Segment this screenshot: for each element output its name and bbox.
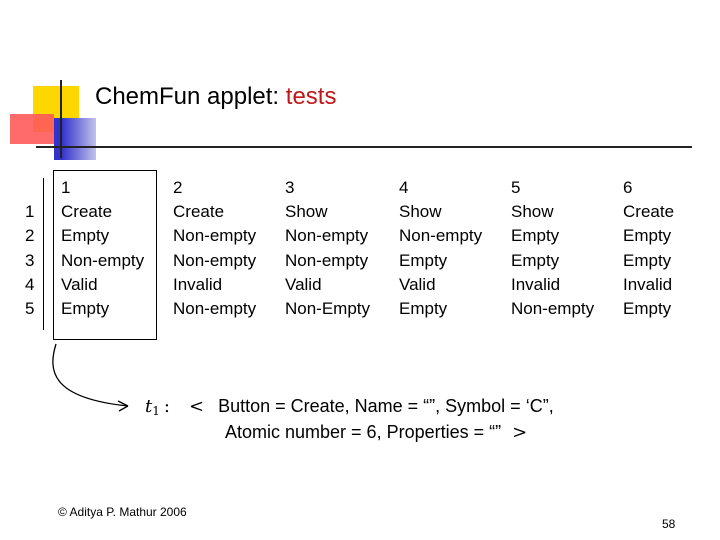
column-header: 1 bbox=[61, 178, 71, 197]
table-cell: Invalid bbox=[511, 274, 561, 294]
row-number: 5 bbox=[25, 298, 35, 318]
table-cell: Create bbox=[61, 202, 113, 222]
row-number: 1 bbox=[25, 202, 35, 222]
formula-open-bracket: < bbox=[188, 396, 205, 417]
test-column-6 bbox=[623, 176, 674, 321]
table-cell: Empty bbox=[61, 298, 110, 318]
table-cell: Non-empty bbox=[511, 298, 595, 318]
row-number: 3 bbox=[25, 250, 35, 270]
table-cell: Empty bbox=[399, 250, 448, 270]
logo-blue-fade bbox=[62, 118, 96, 160]
table-cell: Non-empty bbox=[61, 250, 145, 270]
column-header: 4 bbox=[399, 178, 409, 197]
column-header: 3 bbox=[285, 178, 295, 197]
formula-line-2-text: Atomic number = 6, Properties = “” bbox=[225, 422, 502, 442]
row-number-column bbox=[25, 200, 34, 321]
table-cell: Show bbox=[399, 202, 442, 222]
table-cell: Valid bbox=[285, 274, 322, 294]
column-header: 5 bbox=[511, 178, 521, 197]
table-cell: Empty bbox=[511, 250, 560, 270]
column-header: 2 bbox=[173, 178, 183, 197]
table-cell: Empty bbox=[623, 298, 672, 318]
curved-arrow-icon bbox=[40, 340, 140, 420]
table-cell: Non-empty bbox=[173, 250, 257, 270]
table-cell: Non-Empty bbox=[285, 298, 371, 318]
test-column-5 bbox=[511, 176, 594, 321]
formula-subscript: 1 bbox=[152, 404, 160, 418]
table-cell: Empty bbox=[399, 298, 448, 318]
table-cell: Create bbox=[623, 202, 675, 222]
logo-red-block bbox=[10, 114, 54, 144]
table-cell: Non-empty bbox=[285, 250, 369, 270]
formula-line-2 bbox=[225, 419, 527, 446]
table-cell: Non-empty bbox=[173, 226, 257, 246]
test-column-4 bbox=[399, 176, 482, 321]
row-number: 4 bbox=[25, 274, 35, 294]
test-column-1 bbox=[61, 176, 144, 321]
formula-close-bracket: > bbox=[512, 422, 528, 443]
table-left-rule bbox=[43, 178, 44, 330]
slide-title-main: ChemFun applet: bbox=[95, 83, 286, 110]
column-header: 6 bbox=[623, 178, 633, 197]
table-cell: Show bbox=[511, 202, 554, 222]
table-cell: Empty bbox=[61, 226, 110, 246]
formula-variable: t bbox=[145, 396, 153, 417]
table-cell: Invalid bbox=[623, 274, 673, 294]
table-cell: Invalid bbox=[173, 274, 223, 294]
formula-colon: : bbox=[163, 396, 170, 417]
slide-title bbox=[95, 83, 336, 111]
table-cell: Empty bbox=[511, 226, 560, 246]
table-cell: Show bbox=[285, 202, 328, 222]
page-number: 58 bbox=[662, 517, 676, 531]
formula-line-1-text: Button = Create, Name = “”, Symbol = ‘C”, bbox=[218, 396, 554, 416]
table-cell: Non-empty bbox=[399, 226, 483, 246]
slide-title-highlight: tests bbox=[285, 83, 337, 110]
test-column-2 bbox=[173, 176, 256, 321]
test-column-3 bbox=[285, 176, 370, 321]
table-cell: Create bbox=[173, 202, 225, 222]
table-cell: Non-empty bbox=[285, 226, 369, 246]
table-cell: Non-empty bbox=[173, 298, 257, 318]
table-cell: Valid bbox=[399, 274, 436, 294]
row-number: 2 bbox=[25, 226, 35, 246]
table-cell: Empty bbox=[623, 250, 672, 270]
table-cell: Valid bbox=[61, 274, 98, 294]
footer-copyright: © Aditya P. Mathur 2006 bbox=[58, 505, 187, 519]
table-cell: Empty bbox=[623, 226, 672, 246]
title-underline-rule bbox=[36, 146, 692, 148]
